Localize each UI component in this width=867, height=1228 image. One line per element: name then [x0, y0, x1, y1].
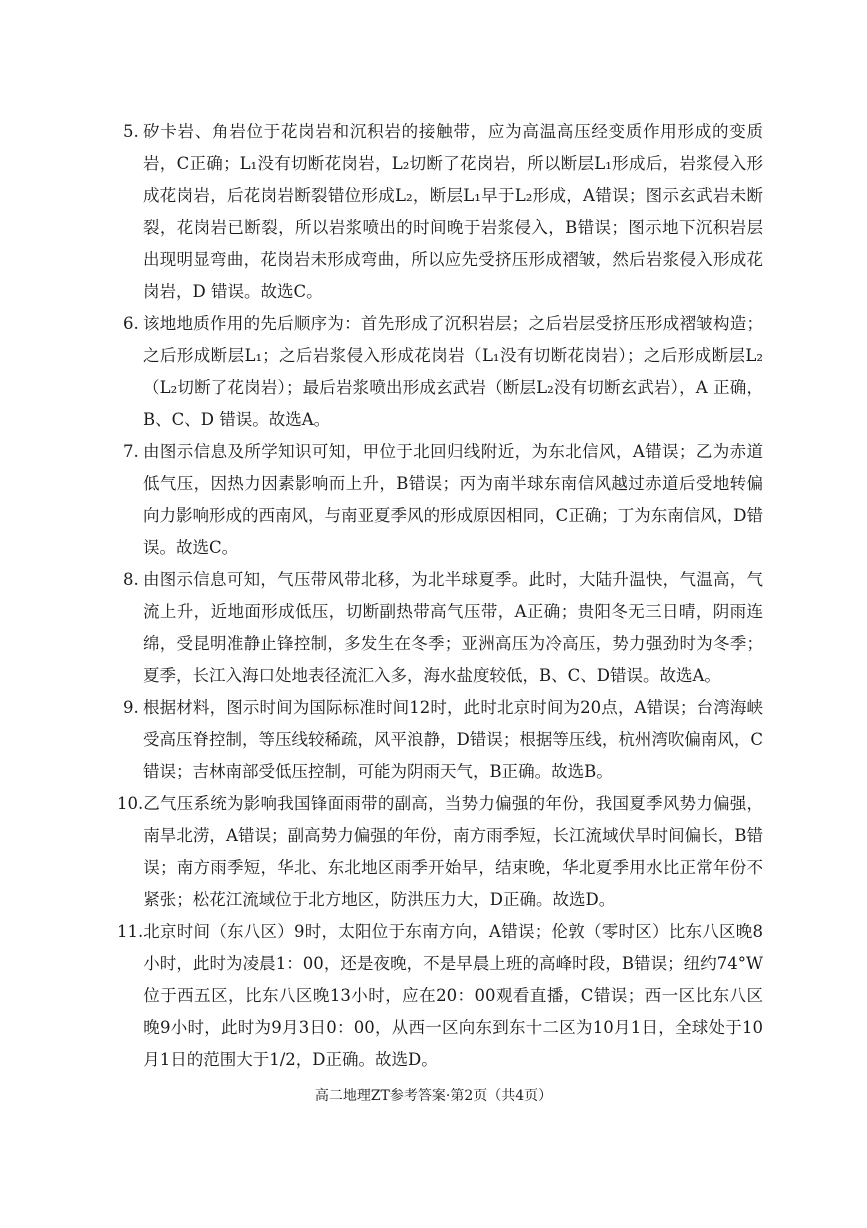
answer-item-6	[123, 308, 763, 436]
item-number: 5.	[123, 122, 139, 141]
answer-item-7	[123, 436, 763, 564]
item-text: 矽卡岩、角岩位于花岗岩和沉积岩的接触带，应为高温高压经变质作用形成的变质岩，C正确；L₁没有切断花岗岩，L₂切断了花岗岩，所以断层L₁形成后，岩浆侵入形成花岗岩，后花岗岩断裂错位形成L₂，断层L₁早于L₂形成，A错误；图示玄武岩未断裂，花岗岩已断裂，所以岩浆喷出的时间晚于岩浆侵入，B错误；图示地下沉积岩层出现明显弯曲，花岗岩未形成弯曲，所以应先受挤压形成褶皱，然后岩浆侵入形成花岗岩，D 错误。故选C。	[143, 122, 763, 301]
item-text: 该地地质作用的先后顺序为：首先形成了沉积岩层；之后岩层受挤压形成褶皱构造；之后形成断层L₁；之后岩浆侵入形成花岗岩（L₁没有切断花岗岩）；之后形成断层L₂（L₂切断了花岗岩）；最后岩浆喷出形成玄武岩（断层L₂没有切断玄武岩），A 正确，B、C、D 错误。故选A。	[143, 314, 763, 429]
answer-item-9	[123, 692, 763, 788]
answer-item-10	[117, 788, 763, 916]
answer-item-8	[123, 564, 763, 692]
item-text: 根据材料，图示时间为国际标准时间12时，此时北京时间为20点，A错误；台湾海峡受高压脊控制，等压线较稀疏，风平浪静，D错误；根据等压线，杭州湾吹偏南风，C错误；吉林南部受低压控制，可能为阴雨天气，B正确。故选B。	[143, 698, 763, 781]
item-text: 北京时间（东八区）9时，太阳位于东南方向，A错误；伦敦（零时区）比东八区晚8小时，此时为凌晨1：00，还是夜晚，不是早晨上班的高峰时段，B错误；纽约74°W位于西五区，比东八区晚13小时，应在20：00观看直播，C错误；西一区比东八区晚9小时，此时为9月3日0：00，从西一区向东到东十二区为10月1日，全球处于10月1日的范围大于1/2，D正确。故选D。	[143, 922, 763, 1069]
item-text: 乙气压系统为影响我国锋面雨带的副高，当势力偏强的年份，我国夏季风势力偏强，南旱北涝，A错误；副高势力偏强的年份，南方雨季短，长江流域伏旱时间偏长，B错误；南方雨季短，华北、东北地区雨季开始早，结束晚，华北夏季用水比正常年份不紧张；松花江流域位于北方地区，防洪压力大，D正确。故选D。	[143, 794, 763, 909]
answer-item-11	[117, 916, 763, 1076]
answer-list	[117, 116, 763, 1076]
item-number: 11.	[117, 922, 144, 941]
item-number: 10.	[117, 794, 144, 813]
item-number: 6.	[123, 314, 139, 333]
item-number: 8.	[123, 570, 139, 589]
page-footer: 高二地理ZT参考答案·第2页（共4页）	[314, 1088, 553, 1104]
answer-item-5	[123, 116, 763, 308]
item-text: 由图示信息及所学知识可知，甲位于北回归线附近，为东北信风，A错误；乙为赤道低气压，因热力因素影响而上升，B错误；丙为南半球东南信风越过赤道后受地转偏向力影响形成的西南风，与南亚夏季风的形成原因相同，C正确；丁为东南信风，D错误。故选C。	[143, 442, 763, 557]
item-number: 7.	[123, 442, 139, 461]
item-text: 由图示信息可知，气压带风带北移，为北半球夏季。此时，大陆升温快，气温高，气流上升，近地面形成低压，切断副热带高气压带，A正确；贵阳冬无三日晴，阴雨连绵，受昆明准静止锋控制，多发生在冬季；亚洲高压为冷高压，势力强劲时为冬季；夏季，长江入海口处地表径流汇入多，海水盐度较低，B、C、D错误。故选A。	[143, 570, 763, 685]
item-number: 9.	[123, 698, 139, 717]
